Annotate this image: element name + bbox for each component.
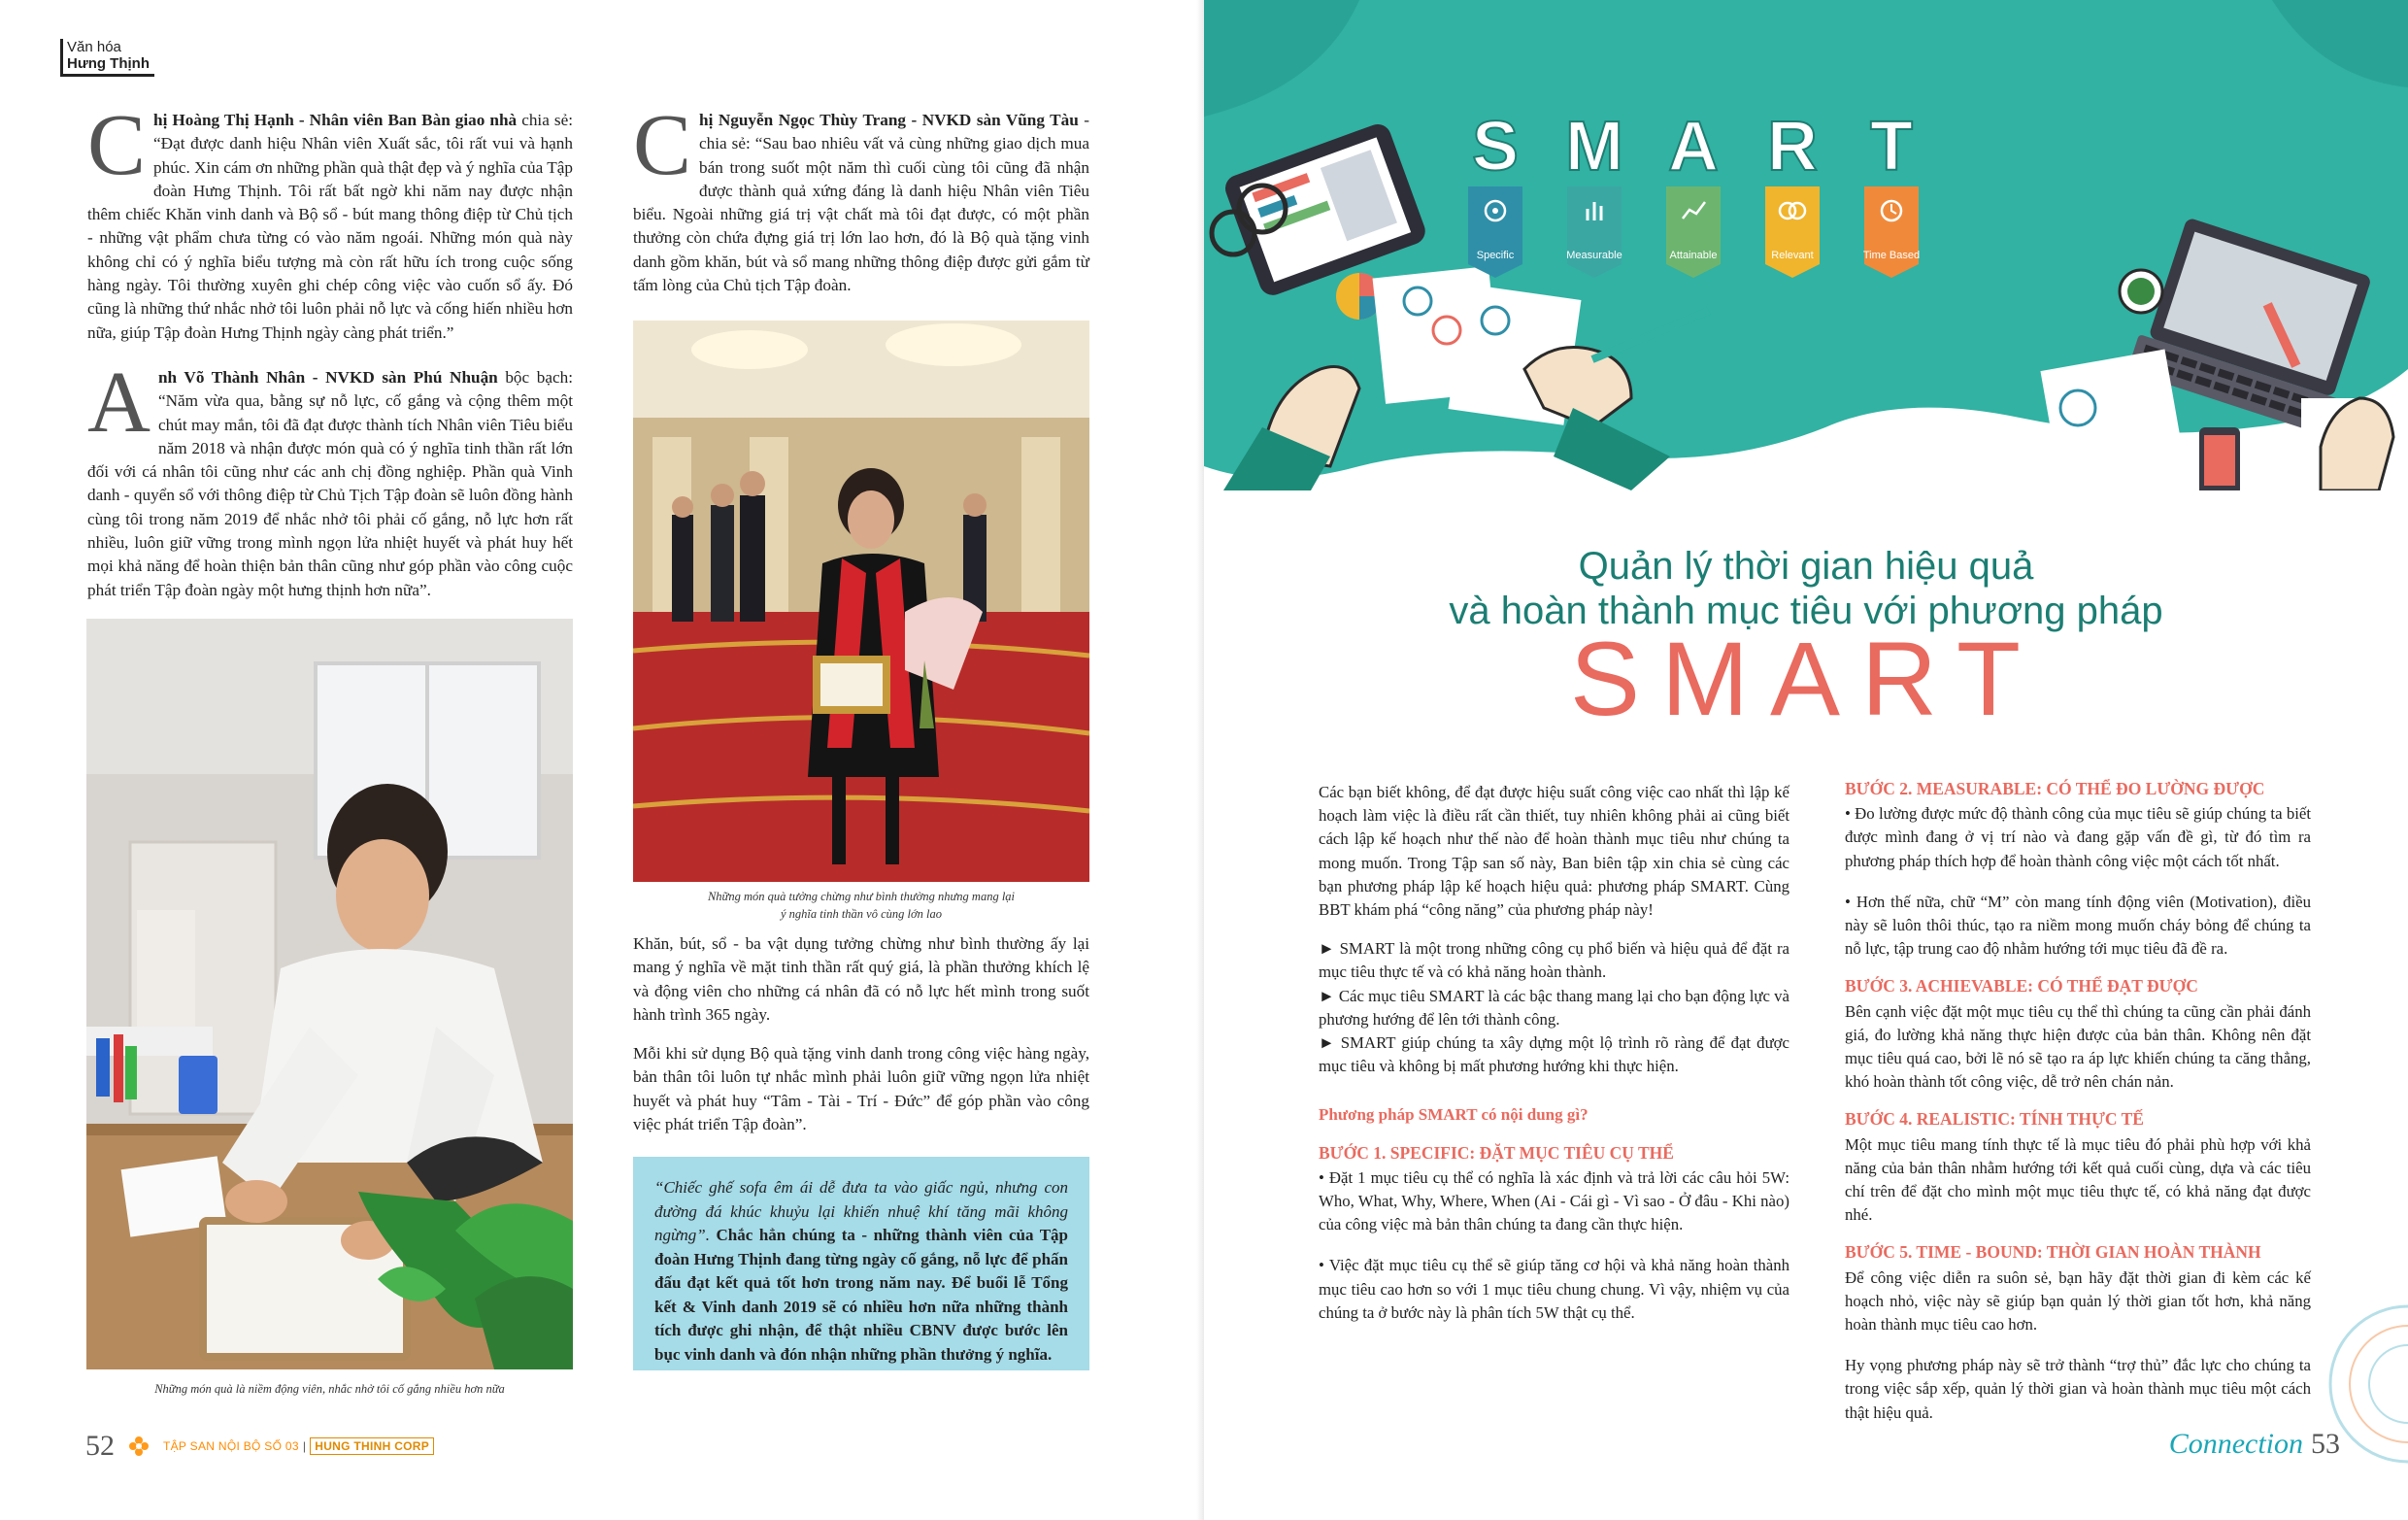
testimonial-text: - chia sẻ: “Sau bao nhiêu vất vả cùng những giao dịch mua bán trong suốt một năm thì cuối cùng tôi cũng đã nhận được thành quả xứng đáng là danh hiệu Nhân viên Tiêu biểu. Ngoài những giá trị vật chất mà tôi đạt được, có một phần thưởng còn chứa đựng giá trị lớn lao hơn, đó là Bộ quà tặng vinh danh gồm khăn, bút và sổ mang những thông điệp được gửi gắm từ tấm lòng của Chủ tịch Tập đoàn. bbox=[633, 111, 1089, 295]
left-column-2 bbox=[633, 97, 1089, 313]
smart-letter-r: R bbox=[1767, 108, 1818, 186]
section-tag bbox=[60, 39, 154, 77]
bullet-list bbox=[1319, 937, 1789, 1078]
photo-woman-award bbox=[633, 321, 1089, 882]
testimonial-text: bộc bạch: “Năm vừa qua, bằng sự nỗ lực, cố gắng và cộng thêm một chút may mắn, tôi đã đạt được thành tích Nhân viên Tiêu biểu năm 2018 và nhận được món quà có ý nghĩa tinh thần rất lớn đối với cá nhân tôi cũng như các anh chị đồng nghiệp. Phần quà Vinh danh - quyển sổ với thông điệp từ Chủ Tịch Tập đoàn sẽ luôn đồng hành cùng tôi trong năm 2019 để nhắc nhở tôi phải cố gắng, nỗ lực hơn rất nhiều, luôn giữ vững trong mình ngọn lửa nhiệt huyết và phát huy hết mọi khả năng để hoàn thiện bản thân cũng như góp phần vào công cuộc phát triển Tập đoàn ngày một hưng thịnh hơn nữa”. bbox=[87, 367, 573, 599]
step1-heading: BƯỚC 1. SPECIFIC: ĐẶT MỤC TIÊU CỤ THỂ bbox=[1319, 1142, 1674, 1163]
subheading: Phương pháp SMART có nội dung gì? bbox=[1319, 1105, 1589, 1125]
tag-label-specific: Specific bbox=[1476, 250, 1515, 261]
step2-paragraph: • Đo lường được mức độ thành công của mục tiêu sẽ giúp chúng ta biết được mình đang ở vị trí nào và đang gặp vấn đề gì, từ đó tìm ra phương pháp thích hợp để hoàn thành công việc một cách tốt nhất. bbox=[1845, 804, 2311, 870]
quote-box bbox=[633, 1157, 1089, 1370]
step3-paragraph: Bên cạnh việc đặt một mục tiêu cụ thể thì chúng ta cũng cần phải đánh giá, đo lường khả năng thực hiện được của bản thân. Không nên đặt mục tiêu quá cao, bởi lẽ nó sẽ tạo ra áp lực khiến chúng ta căng thẳng, khó hoàn thành tốt công việc, dễ trở nên chán nản. bbox=[1845, 1001, 2311, 1092]
testimonial-trang bbox=[633, 97, 1089, 297]
page-number: 52 bbox=[85, 1430, 115, 1462]
smart-letter-a: A bbox=[1668, 108, 1719, 186]
testimonial-nhan bbox=[87, 354, 573, 602]
step2-paragraph: • Hơn thế nữa, chữ “M” còn mang tính động viên (Motivation), điều này sẽ luôn thôi thúc, tạo ra niềm mong muốn cháy bỏng để chúng ta nỗ lực, tập trung cao độ nhằm hướng tới mục tiêu đã đề ra. bbox=[1845, 892, 2311, 959]
smart-letter-s: S bbox=[1471, 108, 1520, 186]
section-tag-line1: Văn hóa bbox=[67, 39, 121, 55]
flower-logo-icon bbox=[128, 1436, 150, 1457]
article-title-smart: SMART bbox=[1569, 620, 2043, 737]
footer-left bbox=[85, 1432, 434, 1461]
testimonial-text: chia sẻ: “Đạt được danh hiệu Nhân viên Xuất sắc, tôi rất vui và hạnh phúc. Xin cám ơn những phần quà thật đẹp và ý nghĩa của Tập đoàn Hưng Thịnh. Tôi rất bất ngờ khi năm nay được nhận thêm chiếc Khăn vinh danh và Bộ sổ - bút mang thông điệp từ Chủ tịch - những vật phẩm chưa từng có vào năm ngoái. Những món quà này không chỉ có ý nghĩa biểu tượng mà còn rất hữu ích trong cuộc sống hàng ngày. Tôi thường xuyên ghi chép công việc vào cuốn sổ ấy. Đó cũng là những thứ nhắc nhở tôi luôn phải nỗ lực và cống hiến nhiều hơn nữa, giúp Tập đoàn Hưng Thịnh ngày càng phát triển.” bbox=[87, 111, 573, 342]
testimonial-hanh bbox=[87, 97, 573, 345]
quote-italic: “Chiếc ghế sofa êm ái dễ đưa ta vào giấc ngủ, nhưng con đường đá khúc khuỷu lại khiến nhuệ khí tăng mãi không ngừng”. bbox=[654, 1178, 1068, 1244]
tag-label-time-based: Time Based bbox=[1862, 250, 1921, 261]
article-title-line1: Quản lý thời gian hiệu quả bbox=[1578, 545, 2034, 588]
step2-heading: BƯỚC 2. MEASURABLE: CÓ THỂ ĐO LƯỜNG ĐƯỢC bbox=[1845, 779, 2265, 798]
photo-man-signing-caption: Những món quà là niềm động viên, nhắc nhở tôi cố gắng nhiều hơn nữa bbox=[154, 1382, 505, 1396]
left-column-2-continued bbox=[633, 932, 1089, 1152]
bullet-item: ► Các mục tiêu SMART là các bậc thang mang lại cho bạn động lực và phương hướng để lên tới thành công. bbox=[1319, 986, 1789, 1029]
brand-name: HUNG THINH CORP bbox=[310, 1437, 434, 1455]
smart-banner bbox=[1204, 0, 2408, 490]
step4-paragraph: Một mục tiêu mang tính thực tế là mục tiêu đó phải phù hợp với khả năng của bản thân nhằm hướng tới kết quả cuối cùng, dựa và các tiêu chí trên để đặt cho mình một mục tiêu thực tế, có khả năng đạt được nhé. bbox=[1845, 1134, 2311, 1225]
caption-line2: ý nghĩa tinh thần vô cùng lớn lao bbox=[780, 907, 943, 921]
right-column-1 bbox=[1319, 781, 1789, 1336]
article-title-line2: và hoàn thành mục tiêu với phương pháp bbox=[1449, 590, 2163, 632]
photo-woman-award-image bbox=[633, 321, 1089, 882]
quote-bold: Chắc hẳn chúng ta - những thành viên của Tập đoàn Hưng Thịnh đang từng ngày cố gắng, nỗ lực để phấn đấu đạt kết quả tốt hơn trong năm nay. Để buổi lễ Tổng kết & Vinh danh 2019 sẽ có nhiều hơn nữa những thành tích được ghi nhận, để thật nhiều CBNV được bước lên bục vinh danh và đón nhận những phần thưởng ý nghĩa. bbox=[654, 1226, 1068, 1364]
step1-paragraph: • Việc đặt mục tiêu cụ thể sẽ giúp tăng cơ hội và khả năng hoàn thành mục tiêu cao hơn so với 1 mục tiêu chung chung. Vì vậy, nhiệm vụ của chúng ta ở bước này là phân tích 5W thật cụ thể. bbox=[1319, 1256, 1789, 1322]
smart-banner-illustration bbox=[1204, 0, 2408, 490]
bullet-item: ► SMART giúp chúng ta xây dựng một lộ trình rõ ràng để đạt được mục tiêu và không bị mất phương hướng khi thực hiện. bbox=[1319, 1033, 1789, 1076]
caption-line1: Những món quà tưởng chừng như bình thường nhưng mang lại bbox=[707, 890, 1016, 903]
photo-woman-award-caption bbox=[633, 888, 1089, 923]
tag-label-relevant: Relevant bbox=[1771, 250, 1814, 261]
step5-heading: BƯỚC 5. TIME - BOUND: THỜI GIAN HOÀN THÀNH bbox=[1845, 1242, 2261, 1263]
smart-letter-t: T bbox=[1870, 108, 1913, 186]
dropcap: C bbox=[87, 97, 147, 193]
footer-right bbox=[2169, 1428, 2340, 1461]
dropcap: C bbox=[633, 97, 692, 193]
speaker-name: hị Hoàng Thị Hạnh - Nhân viên Ban Bàn giao nhà bbox=[153, 111, 518, 129]
speaker-name: nh Võ Thành Nhân - NVKD sàn Phú Nhuận bbox=[158, 367, 498, 387]
right-column-2 bbox=[1845, 777, 2311, 1436]
page-number: 53 bbox=[2311, 1428, 2340, 1460]
body-paragraph: Khăn, bút, sổ - ba vật dụng tưởng chừng như bình thường ấy lại mang ý nghĩa về mặt tinh thần rất quý giá, là phần thưởng khích lệ và động viên cho những cá nhân đã có nỗ lực hết mình trong suốt hành trình 365 ngày. bbox=[633, 934, 1089, 1024]
closing-paragraph: Hy vọng phương pháp này sẽ trở thành “trợ thủ” đắc lực cho chúng ta trong việc sắp xếp, quản lý thời gian và hoàn thành mục tiêu một cách thật hiệu quả. bbox=[1845, 1356, 2311, 1422]
step1-paragraph: • Đặt 1 mục tiêu cụ thể có nghĩa là xác định và trả lời các câu hỏi 5W: Who, What, Why, Where, When (Ai - Cái gì - Vì sao - Ở đâu - Khi nào) của công việc mà bản thân chúng ta đang cần thực hiện. bbox=[1319, 1167, 1789, 1234]
separator: | bbox=[302, 1439, 307, 1453]
step3-heading: BƯỚC 3. ACHIEVABLE: CÓ THỂ ĐẠT ĐƯỢC bbox=[1845, 976, 2198, 996]
publication-name: TẬP SAN NỘI BỘ SỐ 03 bbox=[163, 1439, 299, 1453]
intro-paragraph: Các bạn biết không, để đạt được hiệu suất công việc cao nhất thì lập kế hoạch làm việc là điều rất cần thiết, tuy nhiên không phải ai cũng biết cách lập kế hoạch như thế nào để hoàn thành mục tiêu như chúng ta mong muốn. Trong Tập san số này, Ban biên tập xin chia sẻ cùng các bạn phương pháp lập kế hoạch hiệu quả: phương pháp SMART. Cùng BBT khám phá “công năng” của phương pháp này! bbox=[1319, 783, 1789, 920]
body-paragraph: Mỗi khi sử dụng Bộ quà tặng vinh danh trong công việc hàng ngày, bản thân tôi luôn tự nhắc mình phải luôn giữ vững ngọn lửa nhiệt huyết và phát huy “Tâm - Tài - Trí - Đức” để góp phần vào công việc phát triển Tập đoàn”. bbox=[633, 1044, 1089, 1134]
dropcap: A bbox=[87, 354, 150, 451]
right-page bbox=[1204, 0, 2408, 1520]
smart-letter-m: M bbox=[1565, 108, 1623, 186]
photo-man-signing bbox=[86, 619, 573, 1369]
publication-info bbox=[163, 1439, 434, 1453]
tag-label-measurable: Measurable bbox=[1566, 250, 1622, 261]
step5-paragraph: Để công việc diễn ra suôn sẻ, bạn hãy đặt thời gian đi kèm các kế hoạch nhỏ, việc này sẽ giúp bạn quản lý thời gian tốt hơn, khả năng hoàn thành mục tiêu cao hơn. bbox=[1845, 1267, 2311, 1334]
left-column-1 bbox=[87, 97, 573, 618]
bullet-item: ► SMART là một trong những công cụ phổ biến và hiệu quả để đặt ra mục tiêu thực tế và có khả năng hoàn thành. bbox=[1319, 939, 1789, 982]
step4-heading: BƯỚC 4. REALISTIC: TÍNH THỰC TẾ bbox=[1845, 1109, 2144, 1130]
tag-label-attainable: Attainable bbox=[1669, 250, 1718, 261]
connection-logo: Connection bbox=[2168, 1428, 2303, 1460]
photo-man-signing-image bbox=[86, 619, 573, 1369]
speaker-name: hị Nguyễn Ngọc Thùy Trang - NVKD sàn Vũng Tàu bbox=[699, 111, 1079, 129]
section-tag-line2: Hưng Thịnh bbox=[67, 55, 150, 72]
